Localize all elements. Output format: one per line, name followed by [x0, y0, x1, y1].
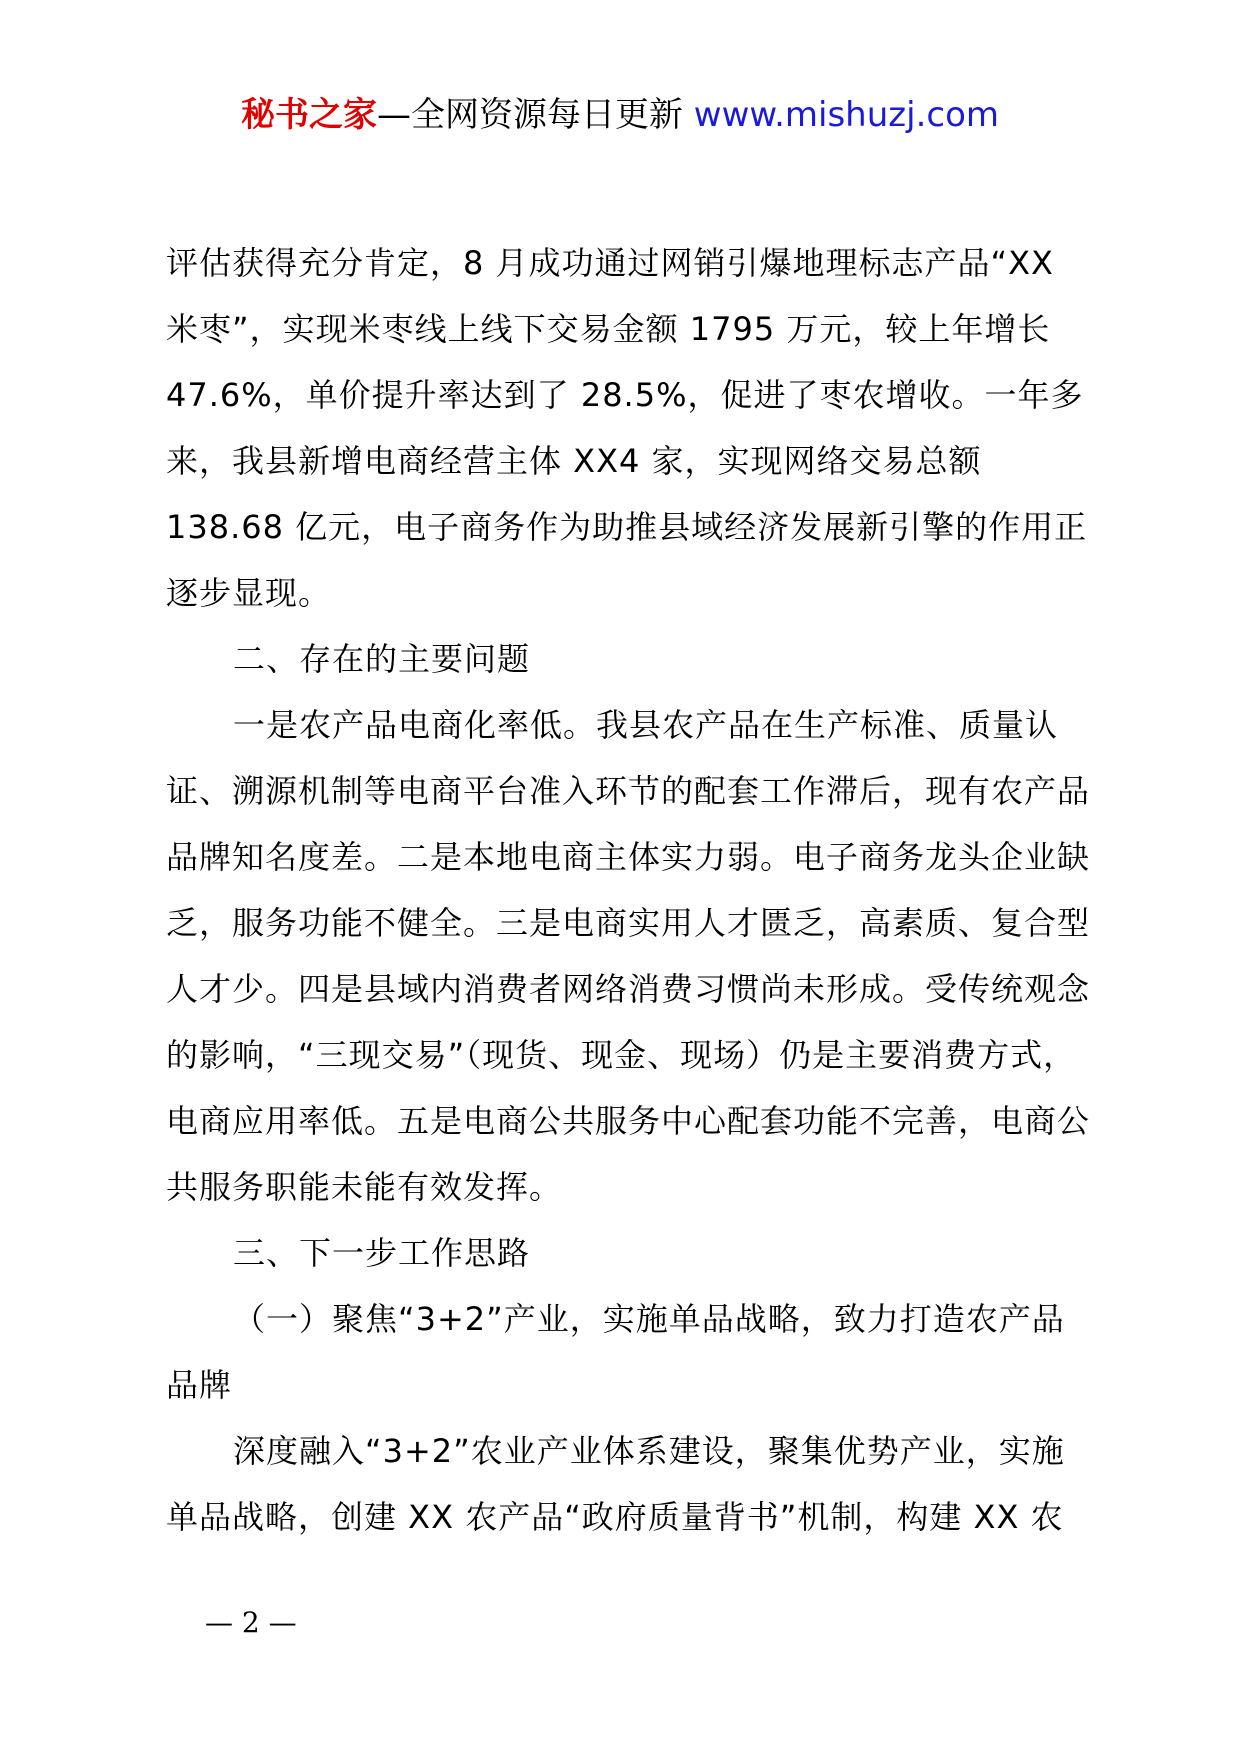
site-tagline: —全网资源每日更新 [376, 95, 683, 135]
paragraph-problems: 一是农产品电商化率低。我县农产品在生产标准、质量认证、溯源机制等电商平台准入环节的配套工作滞后，现有农产品品牌知名度差。二是本地电商主体实力弱。电子商务龙头企业缺乏，服务功能不健全。三是电商实用人才匮乏，高素质、复合型人才少。四是县域内消费者网络消费习惯尚未形成。受传统观念的影响，“三现交易”（现货、现金、现场）仍是主要消费方式，电商应用率低。五是电商公共服务中心配套功能不完善，电商公共服务职能未能有效发挥。 [166, 706, 1091, 1206]
subsection-heading-1: （一）聚焦“3+2”产业，实施单品战略，致力打造农产品品牌 [166, 1300, 1065, 1404]
paragraph-next-steps: 深度融入“3+2”农业产业体系建设，聚集优势产业，实施单品战略，创建 XX 农产品“政府质量背书”机制，构建 XX 农 [166, 1432, 1065, 1536]
site-header [0, 95, 1240, 135]
section-heading-next-steps: 三、下一步工作思路 [233, 1234, 531, 1272]
site-url-link[interactable]: www.mishuzj.com [693, 95, 999, 135]
site-brand: 秘书之家 [240, 95, 377, 135]
paragraph-continuation: 评估获得充分肯定，8 月成功通过网销引爆地理标志产品“XX 米枣”，实现米枣线上线下交易金额 1795 万元，较上年增长 47.6%，单价提升率达到了 28.5%，促进了枣农增收。一年多来，我县新增电商经营主体 XX4 家，实现网络交易总额 138.68 亿元，电子商务作为助推县域经济发展新引擎的作用正逐步显现。 [166, 244, 1088, 612]
document-body [166, 230, 1092, 1550]
page-number: — 2 — [205, 1606, 297, 1639]
section-heading-problems: 二、存在的主要问题 [233, 640, 531, 678]
